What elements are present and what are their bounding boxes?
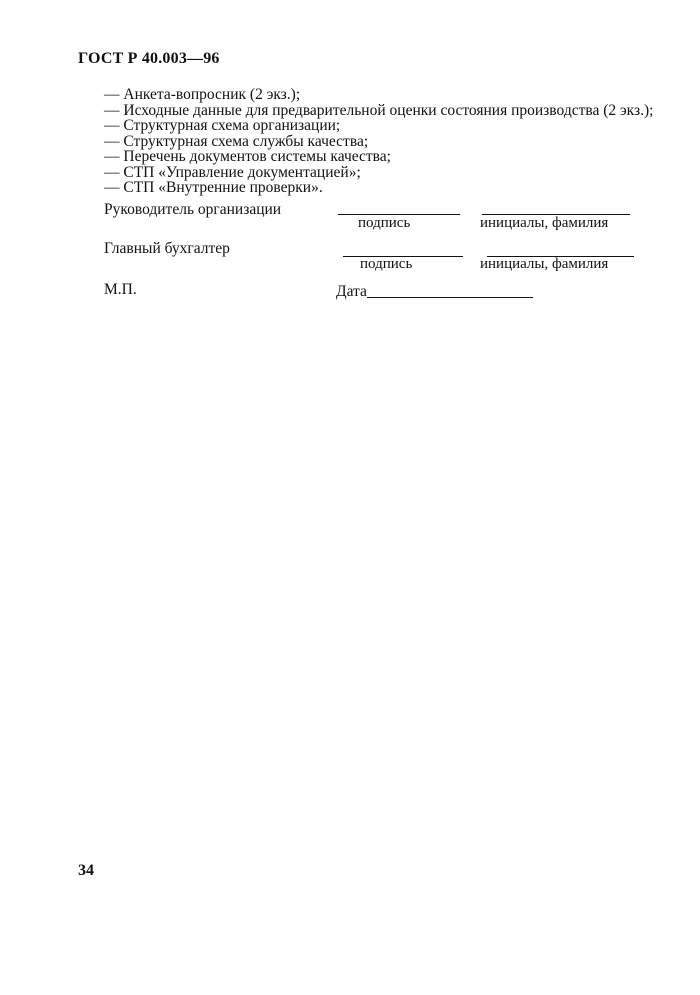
list-item: — СТП «Управление документацией»; xyxy=(104,163,361,181)
accountant-name-caption: инициалы, фамилия xyxy=(480,256,609,272)
head-signature-label: Руководитель организации xyxy=(104,201,282,218)
page-number: 34 xyxy=(78,862,94,879)
attachment-list xyxy=(104,87,653,196)
list-item: — Структурная схема организации; xyxy=(104,117,341,134)
list-item: — Структурная схема службы качества; xyxy=(104,132,369,150)
list-item: — Перечень документов системы качества; xyxy=(104,148,391,165)
accountant-signature-label: Главный бухгалтер xyxy=(104,240,230,257)
list-item: — СТП «Внутренние проверки». xyxy=(104,179,323,196)
accountant-signature-caption: подпись xyxy=(360,256,413,272)
stamp-label: М.П. xyxy=(104,281,137,298)
head-signature-caption: подпись xyxy=(358,215,411,231)
list-item: — Исходные данные для предварительной оценки состояния производства (2 экз.); xyxy=(104,101,654,119)
document-code: ГОСТ Р 40.003—96 xyxy=(78,50,220,67)
date-label: Дата xyxy=(336,283,367,300)
head-name-caption: инициалы, фамилия xyxy=(480,215,609,231)
date-line[interactable] xyxy=(367,297,533,298)
list-item: — Анкета-вопросник (2 экз.); xyxy=(104,86,301,103)
